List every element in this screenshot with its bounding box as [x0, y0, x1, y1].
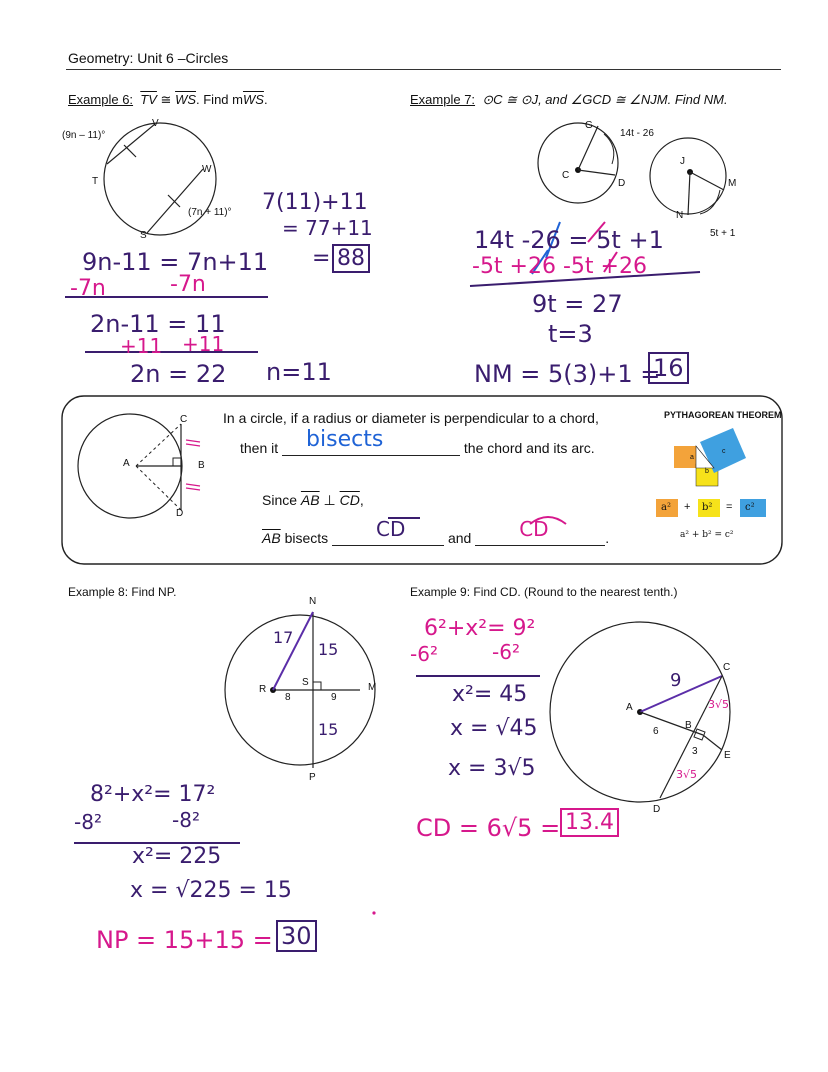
- ex9-label-r2: 3√5: [676, 768, 698, 781]
- ex6-work-l1: 9n-11 = 7n+11: [82, 248, 269, 276]
- ex9-work-l2b: -6²: [492, 640, 520, 664]
- ex6-work-l4b: +11: [182, 332, 225, 356]
- ex8-work-l2a: -8²: [74, 810, 102, 834]
- ex6-circle-figure: [104, 123, 216, 235]
- ex8-label-15a: 15: [318, 640, 339, 659]
- ex6-angle-v: (9n – 11)°: [62, 130, 106, 141]
- pythag-title: PYTHAGOREAN THEOREM: [664, 410, 782, 420]
- ex7-label-g: G: [585, 120, 593, 131]
- theorem-line1: In a circle, if a radius or diameter is perpendicular to a chord,: [223, 410, 599, 426]
- ex8-label-9: 9: [331, 692, 337, 703]
- ex8-answer-box: 30: [276, 920, 317, 952]
- ex8-work-l5: NP = 15+15 =: [96, 926, 273, 954]
- ex6-prompt: Example 6: $\overline{TV}$ ≅ $\overline{WS}$. Find $m\overline{WS}$.: [68, 92, 268, 107]
- theorem-blank2: CD: [332, 531, 444, 546]
- ex7-label-c: C: [562, 170, 570, 181]
- ex8-work-l3: x²= 225: [132, 844, 222, 869]
- ex6-work-l2b: -7n: [170, 272, 206, 297]
- ex6-angle-w: (7n + 11)°: [188, 207, 232, 218]
- ex6-work-l6: n=11: [266, 358, 332, 386]
- ex7-label-j: J: [680, 156, 685, 167]
- pythag-c-label: c: [722, 448, 726, 455]
- ex9-prompt: Example 9: Find CD. (Round to the nearest tenth.): [410, 585, 678, 599]
- ex8-work-l2b: -8²: [172, 808, 200, 832]
- ex7-work-l4: t=3: [548, 320, 593, 348]
- ex8-circle-figure: [225, 612, 375, 768]
- ex7-label-n: N: [676, 210, 684, 221]
- ex6-work-r3eq: =: [312, 246, 331, 271]
- ex9-label-c: C: [723, 662, 731, 673]
- theorem-circle-figure: [78, 414, 200, 518]
- page-title: Geometry: Unit 6 –Circles: [68, 50, 229, 66]
- theorem-line2: then it bisects the chord and its arc.: [240, 427, 595, 456]
- ex9-label-b: B: [685, 720, 692, 731]
- theorem-blank3: CD: [475, 531, 605, 546]
- ex7-label-m: M: [728, 178, 737, 189]
- ex6-work-l5: 2n = 22: [130, 360, 227, 388]
- pythag-formula: a² + b² = c²: [680, 530, 734, 540]
- ex7-work-l5: NM = 5(3)+1 =: [474, 360, 661, 388]
- ex6-work-l2a: -7n: [70, 276, 106, 301]
- pythag-c2: c²: [745, 502, 755, 513]
- ex9-label-6: 6: [653, 726, 659, 737]
- ex7-answer-box: 16: [648, 352, 689, 384]
- ex8-label-s: S: [302, 677, 309, 688]
- pythag-a2: a²: [661, 502, 671, 513]
- ex7-prompt: Example 7: ⊙C ≅ ⊙J, and ∠GCD ≅ ∠NJM. Find NM.: [410, 92, 728, 107]
- ex6-label-s: S: [140, 230, 147, 241]
- theorem-label-b: B: [198, 460, 205, 471]
- ex6-work-l4a: +11: [120, 334, 163, 358]
- ex6-work-r1: 7(11)+11: [262, 190, 368, 215]
- ex9-circle-figure: [550, 622, 730, 802]
- ex9-work-l3: x²= 45: [452, 682, 528, 707]
- ex9-work-l2a: -6²: [410, 642, 438, 666]
- pythag-plus: +: [684, 501, 691, 513]
- ex9-work-l5: x = 3√5: [448, 756, 536, 781]
- ex7-work-l3: 9t = 27: [532, 290, 623, 318]
- theorem-label-d: D: [176, 508, 184, 519]
- ex7-arc2: 5t + 1: [710, 228, 736, 239]
- ex9-label-r1: 3√5: [708, 698, 730, 711]
- ex8-label-r: R: [259, 684, 267, 695]
- pythag-b-label: b: [705, 468, 709, 475]
- theorem-blank1: bisects: [282, 441, 460, 456]
- ex6-work-l3: 2n-11 = 11: [90, 310, 226, 338]
- pythag-b2: b²: [702, 502, 713, 513]
- ex9-label-a: A: [626, 702, 633, 713]
- ex8-prompt: Example 8: Find NP.: [68, 585, 177, 599]
- ex8-label-8: 8: [285, 692, 291, 703]
- pythag-eq: =: [726, 501, 733, 513]
- ex6-work-r2: = 77+11: [282, 216, 373, 240]
- ex7-label-d: D: [618, 178, 626, 189]
- ex9-label-9: 9: [670, 670, 682, 691]
- ex9-work-l4: x = √45: [450, 716, 538, 741]
- ex9-work-l1: 6²+x²= 9²: [424, 616, 536, 641]
- ex8-label-15b: 15: [318, 720, 339, 739]
- theorem-since: Since $\overline{AB}$ ⊥ $\overline{CD}$,: [262, 492, 364, 508]
- ex9-answer-box: 13.4: [560, 808, 619, 837]
- theorem-bisects: $\overline{AB}$ bisects CD and CD .: [262, 517, 610, 546]
- ex8-work-l1: 8²+x²= 17²: [90, 782, 216, 807]
- ex9-work-l6: CD = 6√5 =: [416, 814, 561, 842]
- ex7-work-l1: 14t -26 = 5t +1: [474, 226, 664, 254]
- ex9-label-e: E: [724, 750, 731, 761]
- ex6-answer-box: 88: [332, 244, 370, 273]
- ex8-label-p: P: [309, 772, 316, 783]
- ex8-label-n: N: [309, 596, 317, 607]
- theorem-label-a: A: [123, 458, 130, 469]
- ex7-arc1: 14t - 26: [620, 128, 654, 139]
- ex9-label-d: D: [653, 804, 661, 815]
- ex9-label-3: 3: [692, 746, 698, 757]
- ex8-work-l4: x = √225 = 15: [130, 878, 292, 903]
- ex8-label-17: 17: [273, 628, 294, 647]
- ex6-label-t: T: [92, 176, 99, 187]
- ex7-work-l2: -5t +26 -5t +26: [472, 254, 647, 279]
- pythag-a-label: a: [690, 454, 694, 461]
- theorem-label-c: C: [180, 414, 188, 425]
- ex8-label-m: M: [368, 682, 377, 693]
- ex6-label-v: V: [152, 118, 159, 129]
- ex6-label-w: W: [202, 164, 212, 175]
